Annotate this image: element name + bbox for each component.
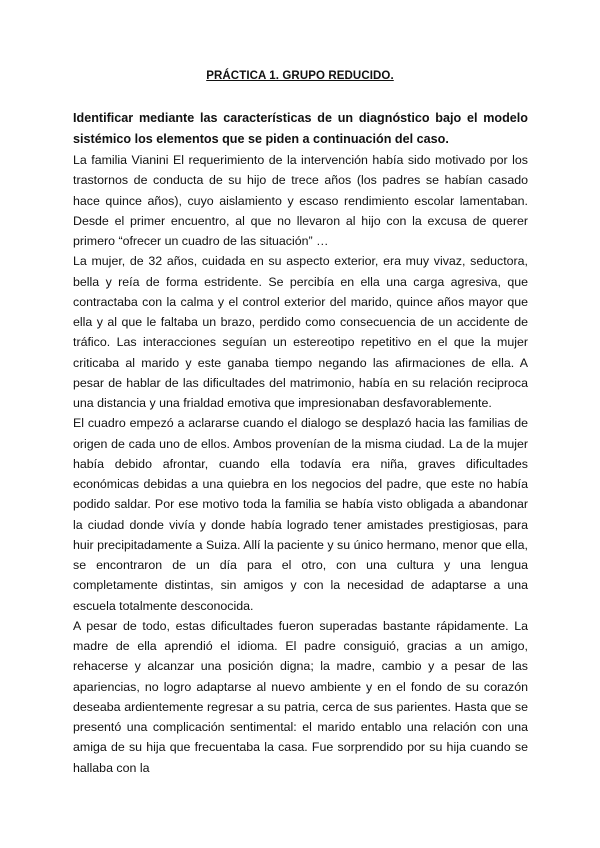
paragraph-wife-description: La mujer, de 32 años, cuidada en su aspecto exterior, era muy vivaz, seductora, bella y reía de forma estridente. Se percibía en ella una carga agresiva, que contractaba con la calma y el control exterior del marido, quince años mayor que ella y al que le faltaba un brazo, perdido como consecuencia de un accidente de tráfico. Las interacciones seguían un estereotipo repetitivo en el que la mujer criticaba al marido y este ganaba tiempo negando las afirmaciones de ella. A pesar de hablar de las dificultades del matrimonio, había en su relación reciproca una distancia y una frialdad emotiva que impresionaban desfavorablemente.: [73, 254, 528, 410]
task-heading: Identificar mediante las características de un diagnóstico bajo el modelo sistémico los elementos que se piden a continuación del caso.: [73, 111, 528, 146]
page-title: PRÁCTICA 1. GRUPO REDUCIDO.: [206, 70, 394, 82]
paragraph-family-origins: El cuadro empezó a aclararse cuando el dialogo se desplazó hacia las familias de origen de cada uno de ellos. Ambos provenían de la misma ciudad. La de la mujer había debido afrontar, cuando ella todavía era niña, graves dificultades económicas debidas a una quiebra en los negocios del padre, que este no había podido saldar. Por ese motivo toda la familia se había visto obligada a abandonar la ciudad donde vivía y donde había logrado tener amistades prestigiosas, para huir precipitadamente a Suiza. Allí la paciente y su único hermano, menor que ella, se encontraron de un día para el otro, con una cultura y una lengua completamente distintas, sin amigos y con la necesidad de adaptarse a una escuela totalmente desconocida.: [73, 416, 528, 613]
document-body: [73, 108, 528, 778]
paragraph-difficulties-overcome: A pesar de todo, estas dificultades fueron superadas bastante rápidamente. La madre de ella aprendió el idioma. El padre consiguió, gracias a un amigo, rehacerse y alcanzar una posición digna; la madre, cambio y a pesar de las apariencias, no logro adaptarse al nuevo ambiente y en el fondo de su corazón deseaba ardientemente regresar a su patria, cerca de sus parientes. Hasta que se presentó una complicación sentimental: el marido entablo una relación con una amiga de su hija que frecuentaba la casa. Fue sorprendido por su hija cuando se hallaba con la: [73, 618, 528, 775]
paragraph-family-intro: La familia Vianini El requerimiento de la intervención había sido motivado por los trastornos de conducta de su hijo de trece años (los padres se habían casado hace quince años), cuyo aislamiento y escaso rendimiento escolar lamentaban. Desde el primer encuentro, al que no llevaron al hijo con la excusa de querer primero “ofrecer un cuadro de las situación” …: [73, 153, 528, 248]
